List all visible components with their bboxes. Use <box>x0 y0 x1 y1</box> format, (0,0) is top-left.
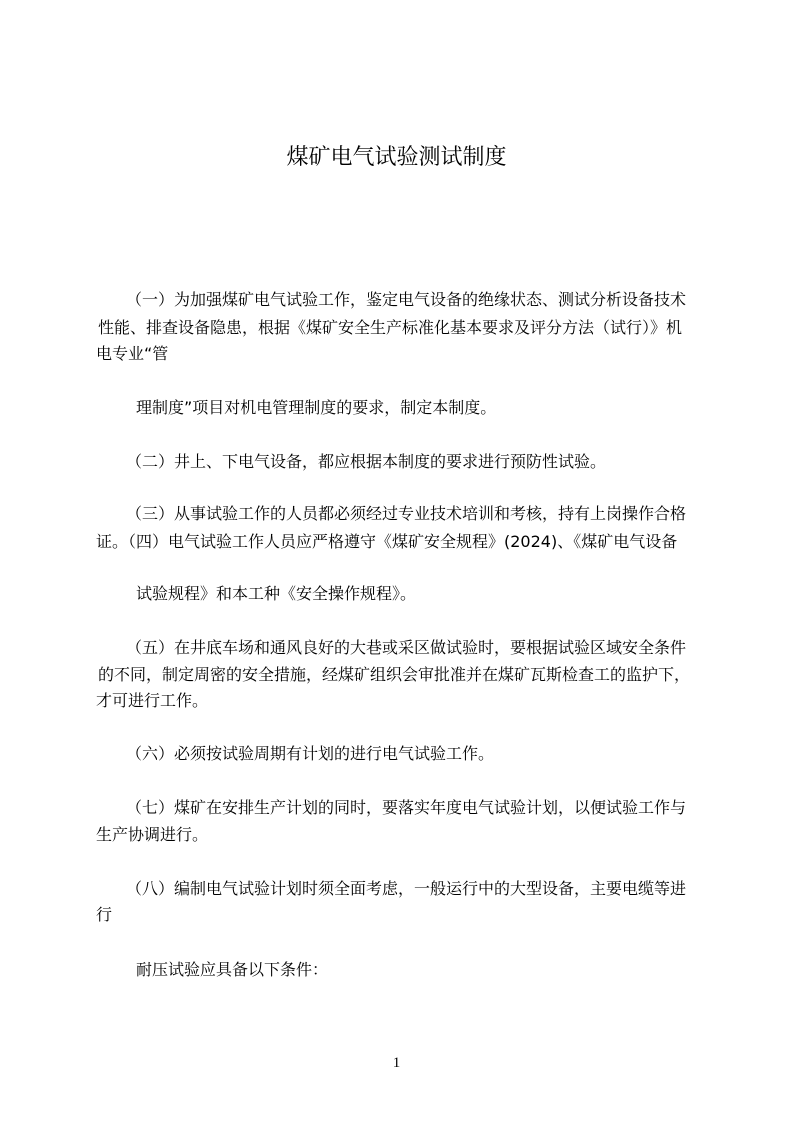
text-line: 的不同，制定周密的安全措施，经煤矿组织会审批准并在煤矿瓦斯检查工的监护下， <box>98 665 691 684</box>
text-line: （一）为加强煤矿电气试验工作，鉴定电气设备的绝缘状态、测试分析设备技术 <box>126 290 687 309</box>
text-line: （五）在井底车场和通风良好的大巷或采区做试验时，要根据试验区域安全条件 <box>126 638 687 657</box>
text-line: （八）编制电气试验计划时须全面考虑，一般运行中的大型设备，主要电缆等进 <box>126 879 687 898</box>
text-line: 理制度”项目对机电管理制度的要求，制定本制度。 <box>136 398 497 417</box>
text-line: 才可进行工作。 <box>96 691 209 710</box>
text-line: （六）必须按试验周期有计划的进行电气试验工作。 <box>126 744 495 763</box>
text-line: 耐压试验应具备以下条件： <box>136 960 329 979</box>
text-line: 行 <box>96 905 113 924</box>
text-line: （七）煤矿在安排生产计划的同时，要落实年度电气试验计划，以便试验工作与 <box>126 798 687 817</box>
text-line: （三）从事试验工作的人员都必须经过专业技术培训和考核，持有上岗操作合格 <box>126 504 687 523</box>
text-line: 电专业“管 <box>96 344 169 363</box>
document-title: 煤矿电气试验测试制度 <box>286 145 507 170</box>
text-line: （二）井上、下电气设备，都应根据本制度的要求进行预防性试验。 <box>126 452 607 471</box>
page-number: 1 <box>392 1055 401 1071</box>
text-line: 证。（四）电气试验工作人员应严格遵守《煤矿安全规程》(2024)、《煤矿电气设备 <box>96 532 678 551</box>
text-line: 性能、排查设备隐患，根据《煤矿安全生产标准化基本要求及评分方法（试行）》机 <box>98 318 683 337</box>
text-line: 试验规程》和本工种《安全操作规程》。 <box>136 584 417 603</box>
text-line: 生产协调进行。 <box>96 825 209 844</box>
